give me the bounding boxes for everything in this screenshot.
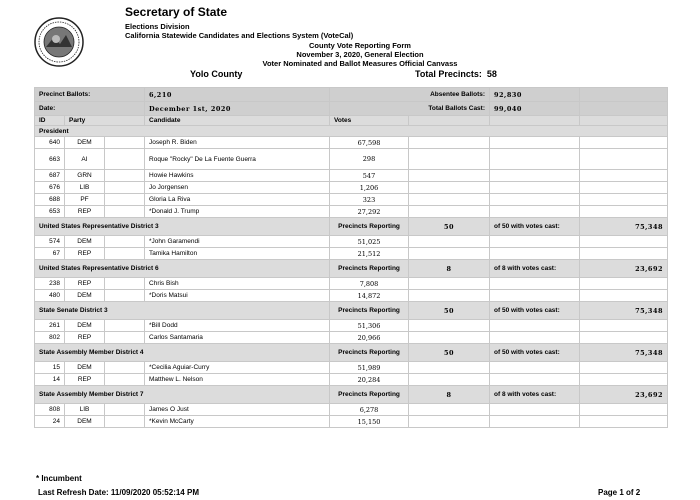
candidate-row	[35, 149, 668, 170]
total-precincts-value: 58	[486, 69, 497, 79]
candidate-party: REP	[65, 332, 105, 344]
column-header-row	[35, 116, 668, 126]
candidate-id: 676	[35, 182, 65, 194]
candidate-name: Tamika Hamilton	[145, 248, 330, 260]
summary-row	[35, 88, 668, 102]
candidate-name: *Bill Dodd	[145, 320, 330, 332]
precinct-ballots-label: Precinct Ballots:	[35, 88, 145, 102]
candidate-row	[35, 278, 668, 290]
precinct-ballots-value: 6,210	[145, 88, 330, 102]
contest-title: State Senate District 3	[35, 302, 330, 320]
precincts-reporting-value: 8	[409, 386, 490, 404]
candidate-id: 238	[35, 278, 65, 290]
date-value: December 1st, 2020	[145, 102, 330, 116]
precincts-reporting-label: Precincts Reporting	[330, 260, 409, 278]
page-title: Secretary of State	[125, 5, 228, 19]
candidate-row	[35, 404, 668, 416]
county-name: Yolo County	[190, 69, 243, 79]
candidate-id: 808	[35, 404, 65, 416]
absentee-ballots-label: Absentee Ballots:	[330, 88, 490, 102]
candidate-row	[35, 236, 668, 248]
candidate-votes: 547	[330, 170, 409, 182]
candidate-name: Carlos Santamaria	[145, 332, 330, 344]
candidate-row	[35, 194, 668, 206]
candidate-votes: 298	[330, 149, 409, 170]
column-header-votes: Votes	[330, 116, 409, 126]
total-cast-value: 99,040	[490, 102, 580, 116]
column-header-id: ID	[35, 116, 65, 126]
candidate-row	[35, 170, 668, 182]
candidate-row	[35, 137, 668, 149]
candidate-row	[35, 290, 668, 302]
incumbent-note: * Incumbent	[36, 474, 82, 483]
candidate-party: REP	[65, 248, 105, 260]
contest-title: United States Representative District 3	[35, 218, 330, 236]
votes-cast-value: 75,348	[580, 218, 668, 236]
candidate-row	[35, 182, 668, 194]
candidate-party: PF	[65, 194, 105, 206]
state-seal-icon	[34, 17, 84, 67]
column-header-party: Party	[65, 116, 145, 126]
canvass-title: Voter Nominated and Ballot Measures Official Canvass	[262, 59, 458, 68]
candidate-votes: 6,278	[330, 404, 409, 416]
candidate-row	[35, 362, 668, 374]
candidate-votes: 1,206	[330, 182, 409, 194]
candidate-party: REP	[65, 278, 105, 290]
candidate-party: DEM	[65, 362, 105, 374]
date-row	[35, 102, 668, 116]
contest-title: United States Representative District 6	[35, 260, 330, 278]
candidate-id: 480	[35, 290, 65, 302]
candidate-name: Joseph R. Biden	[145, 137, 330, 149]
candidate-votes: 7,808	[330, 278, 409, 290]
votes-cast-label: of 50 with votes cast:	[490, 344, 580, 362]
candidate-party: REP	[65, 206, 105, 218]
precincts-reporting-value: 50	[409, 302, 490, 320]
candidate-row	[35, 374, 668, 386]
candidate-name: Chris Bish	[145, 278, 330, 290]
absentee-ballots-value: 92,830	[490, 88, 580, 102]
precincts-reporting-value: 50	[409, 218, 490, 236]
candidate-id: 640	[35, 137, 65, 149]
candidate-party: DEM	[65, 137, 105, 149]
contest-title: President	[35, 126, 668, 137]
candidate-row	[35, 332, 668, 344]
candidate-name: *Cecilia Aguiar-Curry	[145, 362, 330, 374]
system-label: California Statewide Candidates and Elections System (VoteCal)	[125, 31, 354, 40]
contest-header-president	[35, 126, 668, 137]
page-number: Page 1 of 2	[598, 488, 641, 497]
precincts-reporting-label: Precincts Reporting	[330, 386, 409, 404]
candidate-votes: 20,966	[330, 332, 409, 344]
candidate-party: DEM	[65, 320, 105, 332]
total-cast-label: Total Ballots Cast:	[330, 102, 490, 116]
contest-header	[35, 260, 668, 278]
precincts-reporting-label: Precincts Reporting	[330, 218, 409, 236]
votes-cast-value: 23,692	[580, 260, 668, 278]
candidate-row	[35, 416, 668, 428]
candidate-id: 15	[35, 362, 65, 374]
candidate-party: REP	[65, 374, 105, 386]
candidate-votes: 27,292	[330, 206, 409, 218]
votes-cast-label: of 8 with votes cast:	[490, 260, 580, 278]
votes-cast-value: 75,348	[580, 344, 668, 362]
candidate-id: 688	[35, 194, 65, 206]
precincts-reporting-label: Precincts Reporting	[330, 302, 409, 320]
candidate-id: 261	[35, 320, 65, 332]
votes-cast-value: 75,348	[580, 302, 668, 320]
contest-header	[35, 302, 668, 320]
candidate-votes: 51,025	[330, 236, 409, 248]
total-precincts-label: Total Precincts:	[415, 69, 482, 79]
candidate-name: Gloria La Riva	[145, 194, 330, 206]
candidate-row	[35, 248, 668, 260]
candidate-party: LIB	[65, 404, 105, 416]
last-refresh: Last Refresh Date: 11/09/2020 05:52:14 PM	[38, 488, 199, 497]
candidate-party: LIB	[65, 182, 105, 194]
candidate-id: 14	[35, 374, 65, 386]
candidate-name: *Kevin McCarty	[145, 416, 330, 428]
results-table	[34, 87, 668, 428]
precincts-reporting-label: Precincts Reporting	[330, 344, 409, 362]
contest-title: State Assembly Member District 7	[35, 386, 330, 404]
candidate-party: DEM	[65, 236, 105, 248]
candidate-row	[35, 320, 668, 332]
candidate-id: 802	[35, 332, 65, 344]
column-header-candidate: Candidate	[145, 116, 330, 126]
date-label: Date:	[35, 102, 145, 116]
total-precincts	[415, 69, 497, 79]
candidate-name: *Donald J. Trump	[145, 206, 330, 218]
contest-title: State Assembly Member District 4	[35, 344, 330, 362]
votes-cast-label: of 50 with votes cast:	[490, 302, 580, 320]
votes-cast-label: of 8 with votes cast:	[490, 386, 580, 404]
candidate-id: 663	[35, 149, 65, 170]
candidate-party: AI	[65, 149, 105, 170]
candidate-name: *Doris Matsui	[145, 290, 330, 302]
votes-cast-label: of 50 with votes cast:	[490, 218, 580, 236]
candidate-votes: 323	[330, 194, 409, 206]
candidate-name: Jo Jorgensen	[145, 182, 330, 194]
contest-header	[35, 386, 668, 404]
form-title: County Vote Reporting Form	[309, 41, 411, 50]
candidate-id: 653	[35, 206, 65, 218]
candidate-name: James O Just	[145, 404, 330, 416]
division-label: Elections Division	[125, 22, 190, 31]
candidate-row	[35, 206, 668, 218]
contest-header	[35, 218, 668, 236]
precincts-reporting-value: 8	[409, 260, 490, 278]
candidate-id: 687	[35, 170, 65, 182]
candidate-id: 574	[35, 236, 65, 248]
candidate-id: 24	[35, 416, 65, 428]
contest-header	[35, 344, 668, 362]
candidate-name: Roque "Rocky" De La Fuente Guerra	[145, 149, 330, 170]
precincts-reporting-value: 50	[409, 344, 490, 362]
candidate-votes: 51,306	[330, 320, 409, 332]
candidate-votes: 51,989	[330, 362, 409, 374]
candidate-party: DEM	[65, 416, 105, 428]
candidate-votes: 15,150	[330, 416, 409, 428]
candidate-votes: 21,512	[330, 248, 409, 260]
election-title: November 3, 2020, General Election	[296, 50, 424, 59]
candidate-votes: 14,872	[330, 290, 409, 302]
votes-cast-value: 23,692	[580, 386, 668, 404]
candidate-votes: 20,284	[330, 374, 409, 386]
candidate-party: DEM	[65, 290, 105, 302]
candidate-name: Matthew L. Nelson	[145, 374, 330, 386]
candidate-party: GRN	[65, 170, 105, 182]
candidate-votes: 67,598	[330, 137, 409, 149]
candidate-name: Howie Hawkins	[145, 170, 330, 182]
candidate-id: 67	[35, 248, 65, 260]
candidate-name: *John Garamendi	[145, 236, 330, 248]
